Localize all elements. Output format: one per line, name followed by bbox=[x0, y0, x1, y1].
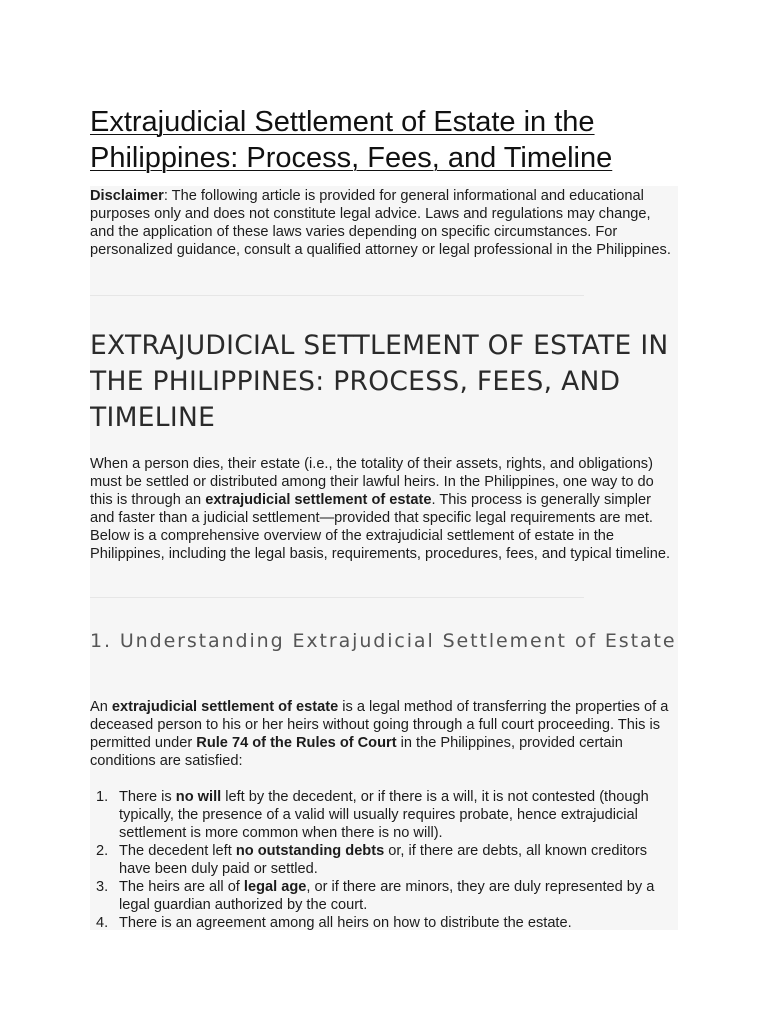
list-text: , or if there are minors, they are duly represented by a legal guardian authorized by the court. bbox=[119, 879, 655, 913]
document-title: Extrajudicial Settlement of Estate in the Philippines: Process, Fees, and Timeline bbox=[90, 106, 613, 174]
list-text: The decedent left bbox=[119, 843, 236, 859]
list-text: left by the decedent, or if there is a will, it is not contested (though typically, the presence of a valid will usually requires probate, hence extrajudicial settlement is more common when there is no will). bbox=[119, 789, 649, 841]
list-number: 4. bbox=[96, 915, 109, 930]
list-text: or, if there are debts, all known creditors have been duly paid or settled. bbox=[119, 843, 648, 877]
list-number: 3. bbox=[96, 879, 109, 895]
definition-text-3: in the Philippines, provided certain conditions are satisfied: bbox=[90, 735, 623, 769]
list-item bbox=[90, 878, 678, 914]
intro-bold: extrajudicial settlement of estate bbox=[205, 492, 432, 508]
intro-text-2: . This process is generally simpler and faster than a judicial settlement—provided that specific legal requirements are met. Below is a comprehensive overview of the extrajudicial settlement of estate in the Philippines, including the legal basis, requirements, procedures, fees, and typical timeline. bbox=[90, 492, 671, 562]
list-text: The heirs are all of bbox=[119, 879, 244, 895]
list-bold: legal age bbox=[243, 879, 307, 895]
section-1-heading: 1. Understanding Extrajudicial Settlement of Estate bbox=[90, 630, 677, 652]
definition-text-1: An bbox=[90, 699, 112, 715]
list-number: 2. bbox=[96, 843, 109, 859]
list-item bbox=[90, 788, 678, 842]
disclaimer-text: : The following article is provided for general informational and educational purposes only and does not constitute legal advice. Laws and regulations may change, and the application of these laws varies depending on specific circumstances. For personalized guidance, consult a qualified attorney or legal professional in the Philippines. bbox=[90, 188, 671, 258]
list-text: There is an agreement among all heirs on how to distribute the estate. bbox=[119, 915, 572, 930]
article-body bbox=[90, 186, 678, 930]
list-item bbox=[90, 914, 678, 930]
conditions-list bbox=[90, 788, 678, 930]
intro-text-1: When a person dies, their estate (i.e., the totality of their assets, rights, and obligations) must be settled or distributed among their lawful heirs. In the Philippines, one way to do this is through an bbox=[90, 456, 654, 508]
definition-bold-1: extrajudicial settlement of estate bbox=[111, 699, 339, 715]
divider bbox=[90, 295, 584, 296]
disclaimer-paragraph bbox=[90, 187, 676, 259]
list-item bbox=[90, 842, 678, 878]
definition-paragraph bbox=[90, 698, 678, 770]
list-text: There is bbox=[119, 789, 176, 805]
list-number: 1. bbox=[96, 789, 109, 805]
definition-text-2: is a legal method of transferring the properties of a deceased person to his or her heirs without going through a full court proceeding. This is permitted under bbox=[90, 699, 669, 751]
disclaimer-label: Disclaimer bbox=[90, 188, 164, 204]
list-bold: no outstanding debts bbox=[235, 843, 385, 859]
divider bbox=[90, 597, 584, 598]
list-bold: no will bbox=[175, 789, 222, 805]
main-heading: EXTRAJUDICIAL SETTLEMENT OF ESTATE IN THE PHILIPPINES: PROCESS, FEES, AND TIMELINE bbox=[90, 330, 669, 433]
definition-bold-2: Rule 74 of the Rules of Court bbox=[196, 735, 397, 751]
intro-paragraph bbox=[90, 455, 678, 563]
